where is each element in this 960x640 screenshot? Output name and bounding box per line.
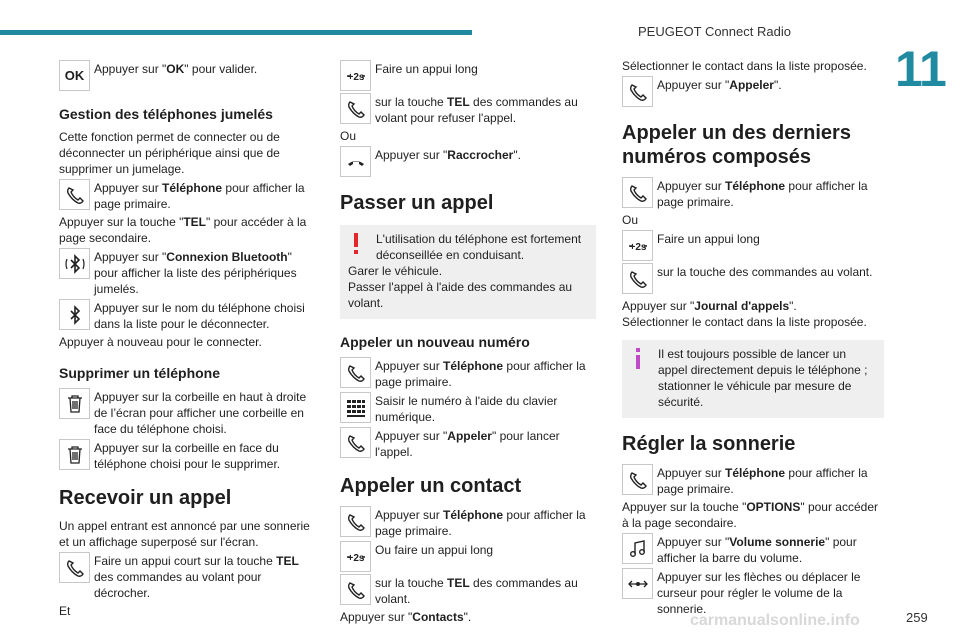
info-text: Il est toujours possible de lancer un appel directement depuis le téléphone ; stationner le véhicule par mesure de sécurité.	[658, 347, 868, 409]
step4-text: Appuyer sur le nom du téléphone choisi dans la liste pour le déconnecter.	[94, 301, 305, 331]
instruction-s3	[622, 533, 884, 566]
r-or-text: Ou	[622, 213, 639, 227]
step2-text: Appuyer sur la touche "TEL" pour accéder à la page secondaire.	[59, 215, 307, 245]
phone-icon	[59, 552, 90, 583]
phone-icon	[340, 357, 371, 388]
phone-icon	[622, 464, 653, 495]
step3-text: Appuyer sur "Connexion Bluetooth" pour afficher la liste des périphériques jumelés.	[94, 250, 297, 296]
ct3-text: sur la touche TEL des commandes au volant.	[375, 576, 578, 606]
nn2-text: Saisir le numéro à l'aide du clavier numérique.	[375, 394, 558, 424]
phone-icon	[622, 177, 653, 208]
watermark: carmanualsonline.info	[690, 612, 860, 629]
receive-intro: Un appel entrant est annoncé par une sonnerie et un affichage superposé sur l'écran.	[59, 519, 310, 549]
instruction-r1	[622, 177, 884, 210]
phone-icon	[340, 93, 371, 124]
refuse-text: sur la touche TEL des commandes au volant pour refuser l'appel.	[375, 95, 578, 125]
s1-text: Appuyer sur Téléphone pour afficher la page primaire.	[657, 466, 868, 496]
instruction-answer	[59, 552, 315, 601]
info-note	[622, 340, 884, 418]
ct2-text: Ou faire un appui long	[375, 543, 494, 557]
step1-text: Appuyer sur Téléphone pour afficher la page primaire.	[94, 181, 305, 211]
svg-text:+2s: +2s	[347, 71, 364, 83]
trash-icon	[59, 439, 90, 470]
header-accent-bar	[0, 30, 472, 35]
instruction-nn3	[340, 427, 596, 460]
instruction-s4	[622, 568, 884, 617]
instruction-hangup	[340, 146, 596, 177]
phone-icon	[340, 574, 371, 605]
instruction-long-press	[340, 60, 596, 91]
make-call-heading: Passer un appel	[340, 192, 494, 214]
r2-text: Faire un appui long	[657, 232, 760, 246]
music-note-icon	[622, 533, 653, 564]
ct4-text: Appuyer sur "Contacts".	[340, 610, 472, 624]
phone-icon	[340, 427, 371, 458]
s4-text: Appuyer sur les flèches ou déplacer le curseur pour régler le volume de la sonnerie.	[657, 570, 861, 616]
call-text: Appuyer sur "Appeler".	[657, 78, 782, 92]
call-contact-heading: Appeler un contact	[340, 475, 522, 497]
step5-text: Appuyer à nouveau pour le connecter.	[59, 335, 262, 349]
instruction-ct1	[340, 506, 596, 539]
r4-text: Appuyer sur "Journal d'appels".	[622, 299, 797, 313]
page-number: 259	[906, 610, 928, 625]
warning-icon	[348, 231, 364, 255]
receive-call-heading: Recevoir un appel	[59, 487, 232, 509]
instruction-ct2	[340, 541, 596, 572]
column-1	[59, 58, 315, 619]
instruction-trash-2	[59, 439, 315, 472]
header-title: PEUGEOT Connect Radio	[638, 24, 791, 39]
phone-icon	[622, 263, 653, 294]
warning-note	[340, 225, 596, 319]
ringtone-heading: Régler la sonnerie	[622, 433, 796, 455]
new-number-heading: Appeler un nouveau numéro	[340, 334, 530, 350]
instruction-phone	[59, 179, 315, 212]
keypad-icon	[340, 392, 371, 423]
hangup-icon	[340, 146, 371, 177]
ok-icon	[59, 60, 90, 91]
instruction-trash-1	[59, 388, 315, 437]
ok-icon-label: OK	[64, 67, 85, 83]
r3-text: sur la touche des commandes au volant.	[657, 265, 873, 279]
warning-line1: L'utilisation du téléphone est fortement déconseillée en conduisant.	[376, 232, 582, 262]
instruction-bluetooth	[59, 299, 315, 332]
instruction-ct3	[340, 574, 596, 607]
long-press-2s-icon	[340, 541, 371, 572]
instruction-s1	[622, 464, 884, 497]
ok-text: Appuyer sur "OK" pour valider.	[94, 62, 258, 76]
long-press-text: Faire un appui long	[375, 62, 478, 76]
instruction-call	[622, 76, 884, 107]
del2-text: Appuyer sur la corbeille en face du téléphone choisi pour le supprimer.	[94, 441, 281, 471]
long-press-2s-icon	[622, 230, 653, 261]
trash-icon	[59, 388, 90, 419]
or-text: Ou	[340, 129, 357, 143]
paired-phones-heading: Gestion des téléphones jumelés	[59, 106, 273, 122]
recent-numbers-heading: Appeler un des derniers numéros composés	[622, 122, 851, 168]
r1-text: Appuyer sur Téléphone pour afficher la page primaire.	[657, 179, 868, 209]
instruction-r2	[622, 230, 884, 261]
arrows-slider-icon	[622, 568, 653, 599]
column-2	[340, 58, 596, 625]
instruction-r3	[622, 263, 884, 294]
column-3	[622, 58, 884, 619]
long-press-2s-icon	[340, 60, 371, 91]
info-icon	[630, 346, 646, 370]
select-contact-text: Sélectionner le contact dans la liste proposée.	[622, 59, 867, 73]
instruction-bluetooth-connect	[59, 248, 315, 297]
s2-text: Appuyer sur la touche "OPTIONS" pour accéder à la page secondaire.	[622, 500, 878, 530]
instruction-nn1	[340, 357, 596, 390]
warning-line3: Passer l'appel à l'aide des commandes au volant.	[348, 280, 573, 310]
r5-text: Sélectionner le contact dans la liste proposée.	[622, 315, 867, 329]
instruction-ok	[59, 60, 315, 91]
nn3-text: Appuyer sur "Appeler" pour lancer l'appel.	[375, 429, 560, 459]
instruction-refuse	[340, 93, 596, 126]
bluetooth-icon	[59, 299, 90, 330]
nn1-text: Appuyer sur Téléphone pour afficher la page primaire.	[375, 359, 586, 389]
phone-icon	[340, 506, 371, 537]
recv2-text: Et	[59, 604, 71, 618]
ct1-text: Appuyer sur Téléphone pour afficher la page primaire.	[375, 508, 586, 538]
instruction-nn2	[340, 392, 596, 425]
warning-line2: Garer le véhicule.	[348, 264, 443, 278]
paired-intro: Cette fonction permet de connecter ou de déconnecter un périphérique ainsi que de supprimer un jumelage.	[59, 130, 280, 176]
chapter-number: 11	[895, 41, 946, 97]
del1-text: Appuyer sur la corbeille en haut à droite de l’écran pour afficher une corbeille en face du téléphone choisi.	[94, 390, 307, 436]
s3-text: Appuyer sur "Volume sonnerie" pour afficher la barre du volume.	[657, 535, 857, 565]
phone-icon	[59, 179, 90, 210]
delete-phone-heading: Supprimer un téléphone	[59, 365, 221, 381]
svg-text:+2s: +2s	[629, 241, 646, 253]
phone-icon	[622, 76, 653, 107]
svg-text:+2s: +2s	[347, 552, 364, 564]
bluetooth-connect-icon	[59, 248, 90, 279]
recv1-text: Faire un appui court sur la touche TEL des commandes au volant pour décrocher.	[94, 554, 299, 600]
hangup-text: Appuyer sur "Raccrocher".	[375, 148, 521, 162]
